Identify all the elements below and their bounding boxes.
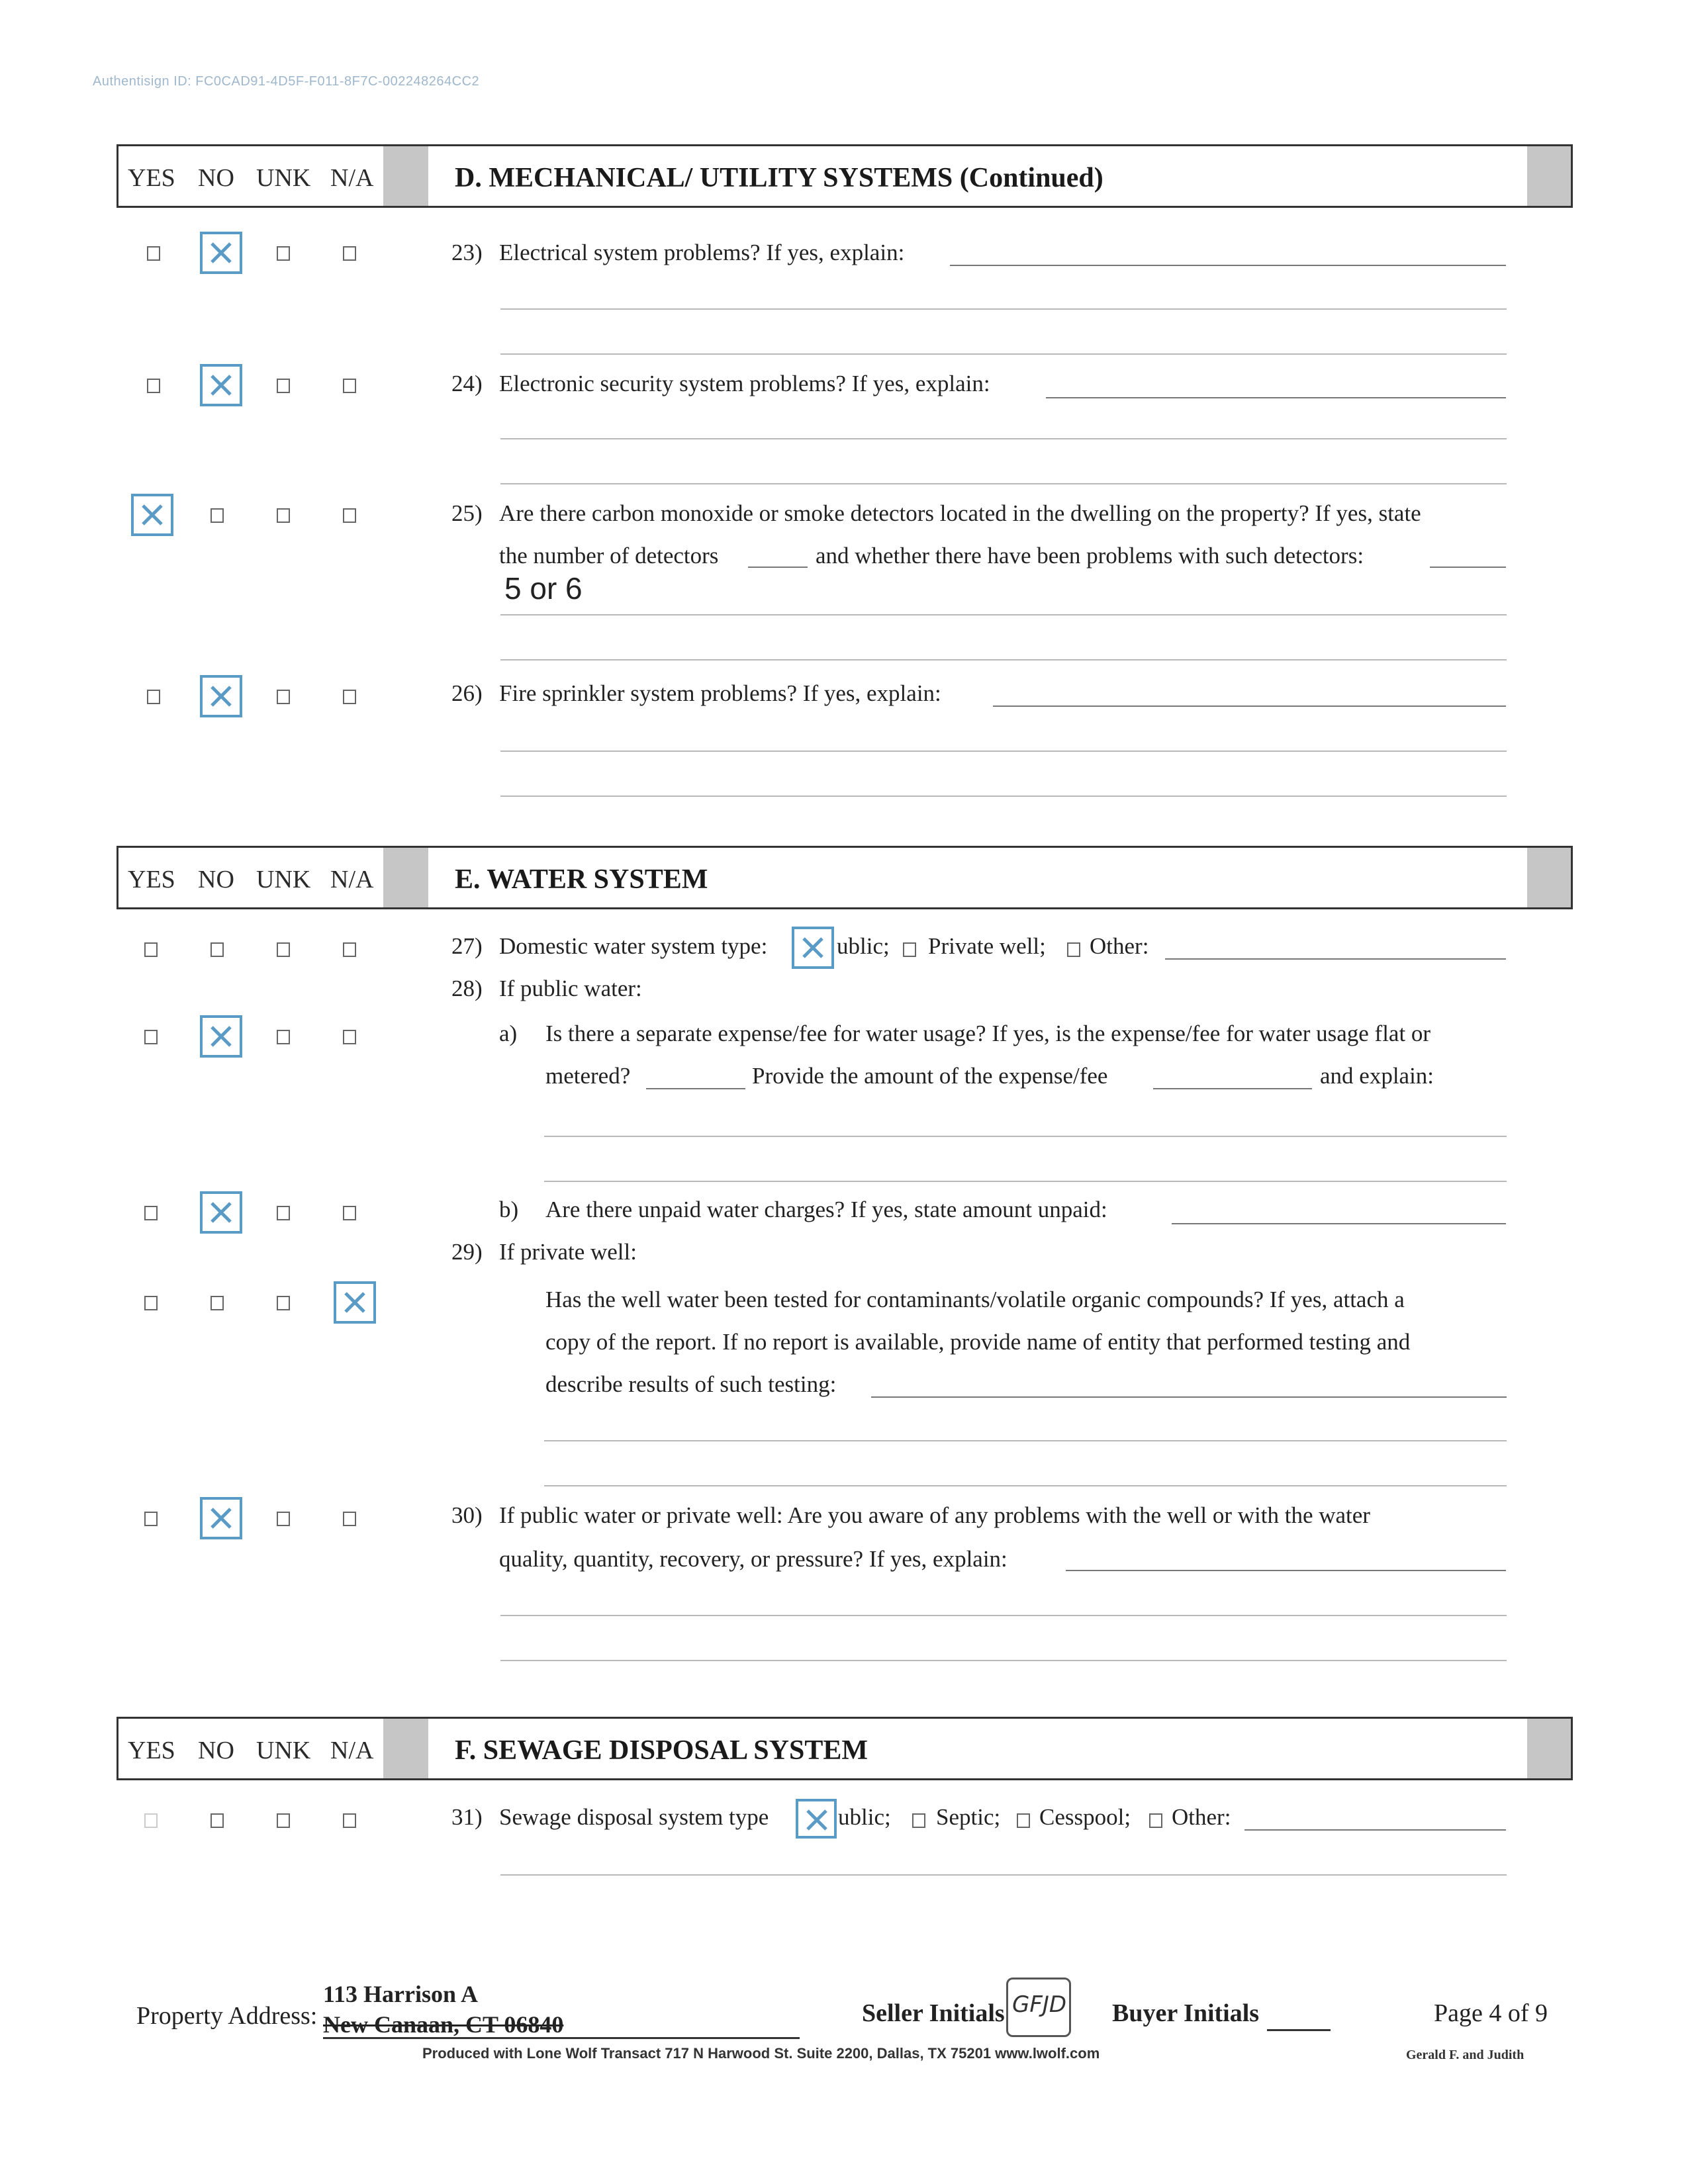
rule <box>500 308 1507 310</box>
x-mark-icon <box>208 1199 234 1226</box>
q31-option-septic: Septic; <box>936 1804 1001 1830</box>
q28a-text-line1: Is there a separate expense/fee for water usage? If yes, is the expense/fee for water usage flat or <box>545 1021 1431 1046</box>
q29-yes-checkbox[interactable] <box>144 1296 158 1310</box>
rule <box>500 1874 1507 1876</box>
q23-text: 23) Electrical system problems? If yes, explain: <box>451 240 905 265</box>
q28a-unk-checkbox[interactable] <box>277 1030 290 1044</box>
q31-public-checkbox-checked[interactable] <box>796 1799 837 1839</box>
seller-initials-label: Seller Initials <box>862 1999 1005 2027</box>
q31-cesspool-checkbox[interactable] <box>1017 1813 1030 1828</box>
q30-text-line1: 30) If public water or private well: Are you aware of any problems with the well or with the water <box>451 1502 1370 1528</box>
x-mark-icon <box>208 1023 234 1050</box>
col-no: NO <box>198 866 234 893</box>
col-yes: YES <box>128 164 175 192</box>
q28a-amount-line[interactable] <box>1153 1088 1312 1089</box>
header-shade-left <box>383 1719 428 1778</box>
q31-no-checkbox[interactable] <box>211 1813 224 1828</box>
q28b-yes-checkbox[interactable] <box>144 1206 158 1220</box>
q28b-na-checkbox[interactable] <box>343 1206 356 1220</box>
q24-no-checkbox-checked[interactable] <box>200 364 242 406</box>
q31-text: 31) Sewage disposal system type <box>451 1804 769 1830</box>
x-mark-icon <box>208 1505 234 1531</box>
q25-no-checkbox[interactable] <box>211 508 224 523</box>
rule <box>500 483 1507 484</box>
rule <box>544 1136 1507 1137</box>
q23-yes-checkbox[interactable] <box>147 246 160 261</box>
q27-public-checkbox-checked[interactable] <box>792 927 834 969</box>
col-na: N/A <box>330 866 374 893</box>
buyer-initials-line[interactable] <box>1267 2029 1331 2031</box>
q25-text-line1: 25) Are there carbon monoxide or smoke detectors located in the dwelling on the property? If yes, state <box>451 500 1421 526</box>
header-shade-right <box>1527 848 1571 907</box>
col-no: NO <box>198 1737 234 1764</box>
rule <box>500 659 1507 660</box>
q29-text: 29) If private well: <box>451 1239 637 1265</box>
produced-by: Produced with Lone Wolf Transact 717 N Harwood St. Suite 2200, Dallas, TX 75201 www.lwolf.com <box>422 2045 1100 2062</box>
col-na: N/A <box>330 164 374 192</box>
q27-other-line[interactable] <box>1165 958 1506 960</box>
col-unk: UNK <box>256 1737 311 1764</box>
rule <box>500 1615 1507 1616</box>
q25-number-line[interactable] <box>748 567 808 568</box>
q26-no-checkbox-checked[interactable] <box>200 675 242 717</box>
q26-yes-checkbox[interactable] <box>147 690 160 704</box>
q27-yes-checkbox[interactable] <box>144 942 158 957</box>
rule <box>500 438 1507 439</box>
q31-other-line[interactable] <box>1244 1829 1506 1831</box>
q27-na-checkbox[interactable] <box>343 942 356 957</box>
section-e-header <box>117 846 1573 909</box>
q23-unk-checkbox[interactable] <box>277 246 290 261</box>
q31-unk-checkbox[interactable] <box>277 1813 290 1828</box>
q23-no-checkbox-checked[interactable] <box>200 232 242 274</box>
header-shade-right <box>1527 1719 1571 1778</box>
q24-unk-checkbox[interactable] <box>277 379 290 393</box>
q28b-no-checkbox-checked[interactable] <box>200 1191 242 1234</box>
rule <box>500 353 1507 355</box>
q30-no-checkbox-checked[interactable] <box>200 1497 242 1539</box>
col-no: NO <box>198 164 234 192</box>
q24-yes-checkbox[interactable] <box>147 379 160 393</box>
q31-other-checkbox[interactable] <box>1149 1813 1162 1828</box>
q28-text: 28) If public water: <box>451 976 642 1001</box>
q27-unk-checkbox[interactable] <box>277 942 290 957</box>
q28a-text-line2c: and explain: <box>1320 1063 1434 1089</box>
q31-septic-checkbox[interactable] <box>912 1813 925 1828</box>
section-f-title: F. SEWAGE DISPOSAL SYSTEM <box>455 1735 868 1766</box>
property-address-label: Property Address: <box>136 2002 318 2030</box>
q25-na-checkbox[interactable] <box>343 508 356 523</box>
q28b-letter: b) <box>499 1197 519 1222</box>
x-mark-icon <box>208 683 234 709</box>
owner-names: Gerald F. and Judith <box>1406 2048 1524 2062</box>
col-yes: YES <box>128 866 175 893</box>
q26-answer-line[interactable] <box>993 705 1506 707</box>
property-address-line1: 113 Harrison A <box>323 1981 479 2007</box>
q31-na-checkbox[interactable] <box>343 1813 356 1828</box>
header-shade-left <box>383 848 428 907</box>
q25-unk-checkbox[interactable] <box>277 508 290 523</box>
q25-text-line2b: and whether there have been problems with such detectors: <box>816 543 1364 569</box>
q28a-flat-metered-line[interactable] <box>646 1088 745 1089</box>
q29-results-line[interactable] <box>871 1396 1507 1398</box>
q26-unk-checkbox[interactable] <box>277 690 290 704</box>
q29-text-line1: Has the well water been tested for contaminants/volatile organic compounds? If yes, attach a <box>545 1287 1405 1312</box>
q27-private-well-checkbox[interactable] <box>903 942 916 957</box>
q28b-amount-line[interactable] <box>1172 1223 1506 1224</box>
section-e-title: E. WATER SYSTEM <box>455 864 708 895</box>
x-mark-icon <box>342 1289 368 1316</box>
q27-text: 27) Domestic water system type: <box>451 933 768 959</box>
rule <box>500 1660 1507 1661</box>
q30-yes-checkbox[interactable] <box>144 1512 158 1526</box>
rule <box>544 1440 1507 1441</box>
header-shade-left <box>383 146 428 206</box>
x-mark-icon <box>208 240 234 266</box>
buyer-initials-label: Buyer Initials <box>1112 1999 1260 2027</box>
section-f-header <box>117 1717 1573 1780</box>
q29-text-line3: describe results of such testing: <box>545 1371 837 1397</box>
seller-initials-box[interactable] <box>1006 1978 1071 2037</box>
property-address-line2: New Canaan, CT 06840 <box>323 2011 564 2038</box>
q31-option-other: Other: <box>1172 1804 1231 1830</box>
col-na: N/A <box>330 1737 374 1764</box>
q30-answer-line[interactable] <box>1066 1570 1506 1571</box>
q29-text-line2: copy of the report. If no report is available, provide name of entity that performed testing and <box>545 1329 1411 1355</box>
rule <box>500 751 1507 752</box>
x-mark-icon <box>208 372 234 398</box>
header-shade-right <box>1527 146 1571 206</box>
col-unk: UNK <box>256 164 311 192</box>
q28b-text: Are there unpaid water charges? If yes, state amount unpaid: <box>545 1197 1107 1222</box>
q26-na-checkbox[interactable] <box>343 690 356 704</box>
q25-handwritten-answer: 5 or 6 <box>504 571 583 606</box>
q28a-letter: a) <box>499 1021 518 1046</box>
q26-text: 26) Fire sprinkler system problems? If yes, explain: <box>451 680 941 706</box>
q30-text-line2: quality, quantity, recovery, or pressure? If yes, explain: <box>499 1546 1008 1572</box>
q23-answer-line[interactable] <box>950 265 1506 266</box>
q23-na-checkbox[interactable] <box>343 246 356 261</box>
q24-answer-line[interactable] <box>1046 397 1506 398</box>
x-mark-icon <box>139 502 165 528</box>
q28a-yes-checkbox[interactable] <box>144 1030 158 1044</box>
q27-option-private: Private well; <box>928 933 1046 959</box>
q28a-na-checkbox[interactable] <box>343 1030 356 1044</box>
q24-na-checkbox[interactable] <box>343 379 356 393</box>
q27-option-other: Other: <box>1090 933 1149 959</box>
page-number: Page 4 of 9 <box>1434 1999 1548 2027</box>
q27-other-checkbox[interactable] <box>1067 942 1080 957</box>
rule <box>500 614 1507 615</box>
q28b-unk-checkbox[interactable] <box>277 1206 290 1220</box>
x-mark-icon <box>800 934 826 961</box>
q31-option-cesspool: Cesspool; <box>1039 1804 1131 1830</box>
x-mark-icon <box>804 1807 830 1833</box>
seller-initials-signature: GFJD <box>1012 1991 1067 2018</box>
section-d-title: D. MECHANICAL/ UTILITY SYSTEMS (Continued) <box>455 163 1103 193</box>
rule <box>500 796 1507 797</box>
q29-na-checkbox-checked[interactable] <box>334 1281 376 1324</box>
q25-yes-checkbox-checked[interactable] <box>131 494 173 536</box>
q28a-no-checkbox-checked[interactable] <box>200 1015 242 1058</box>
section-d-header <box>117 144 1573 208</box>
rule <box>544 1181 1507 1182</box>
q24-text: 24) Electronic security system problems? If yes, explain: <box>451 371 990 396</box>
authentisign-id: Authentisign ID: FC0CAD91-4D5F-F011-8F7C-002248264CC2 <box>93 74 480 89</box>
col-unk: UNK <box>256 866 311 893</box>
q27-no-checkbox[interactable] <box>211 942 224 957</box>
q30-unk-checkbox[interactable] <box>277 1512 290 1526</box>
q31-yes-checkbox[interactable] <box>144 1813 158 1828</box>
q27-option-public: ublic; <box>837 933 890 959</box>
q25-problems-line[interactable] <box>1430 567 1506 568</box>
q31-option-public: ublic; <box>838 1804 891 1830</box>
q28a-text-line2a: metered? <box>545 1063 631 1089</box>
q30-na-checkbox[interactable] <box>343 1512 356 1526</box>
q28a-text-line2b: Provide the amount of the expense/fee <box>752 1063 1108 1089</box>
q29-no-checkbox[interactable] <box>211 1296 224 1310</box>
rule <box>544 1485 1507 1486</box>
q29-unk-checkbox[interactable] <box>277 1296 290 1310</box>
q25-text-line2a: the number of detectors <box>499 543 719 569</box>
col-yes: YES <box>128 1737 175 1764</box>
property-address-line[interactable] <box>323 2037 800 2039</box>
